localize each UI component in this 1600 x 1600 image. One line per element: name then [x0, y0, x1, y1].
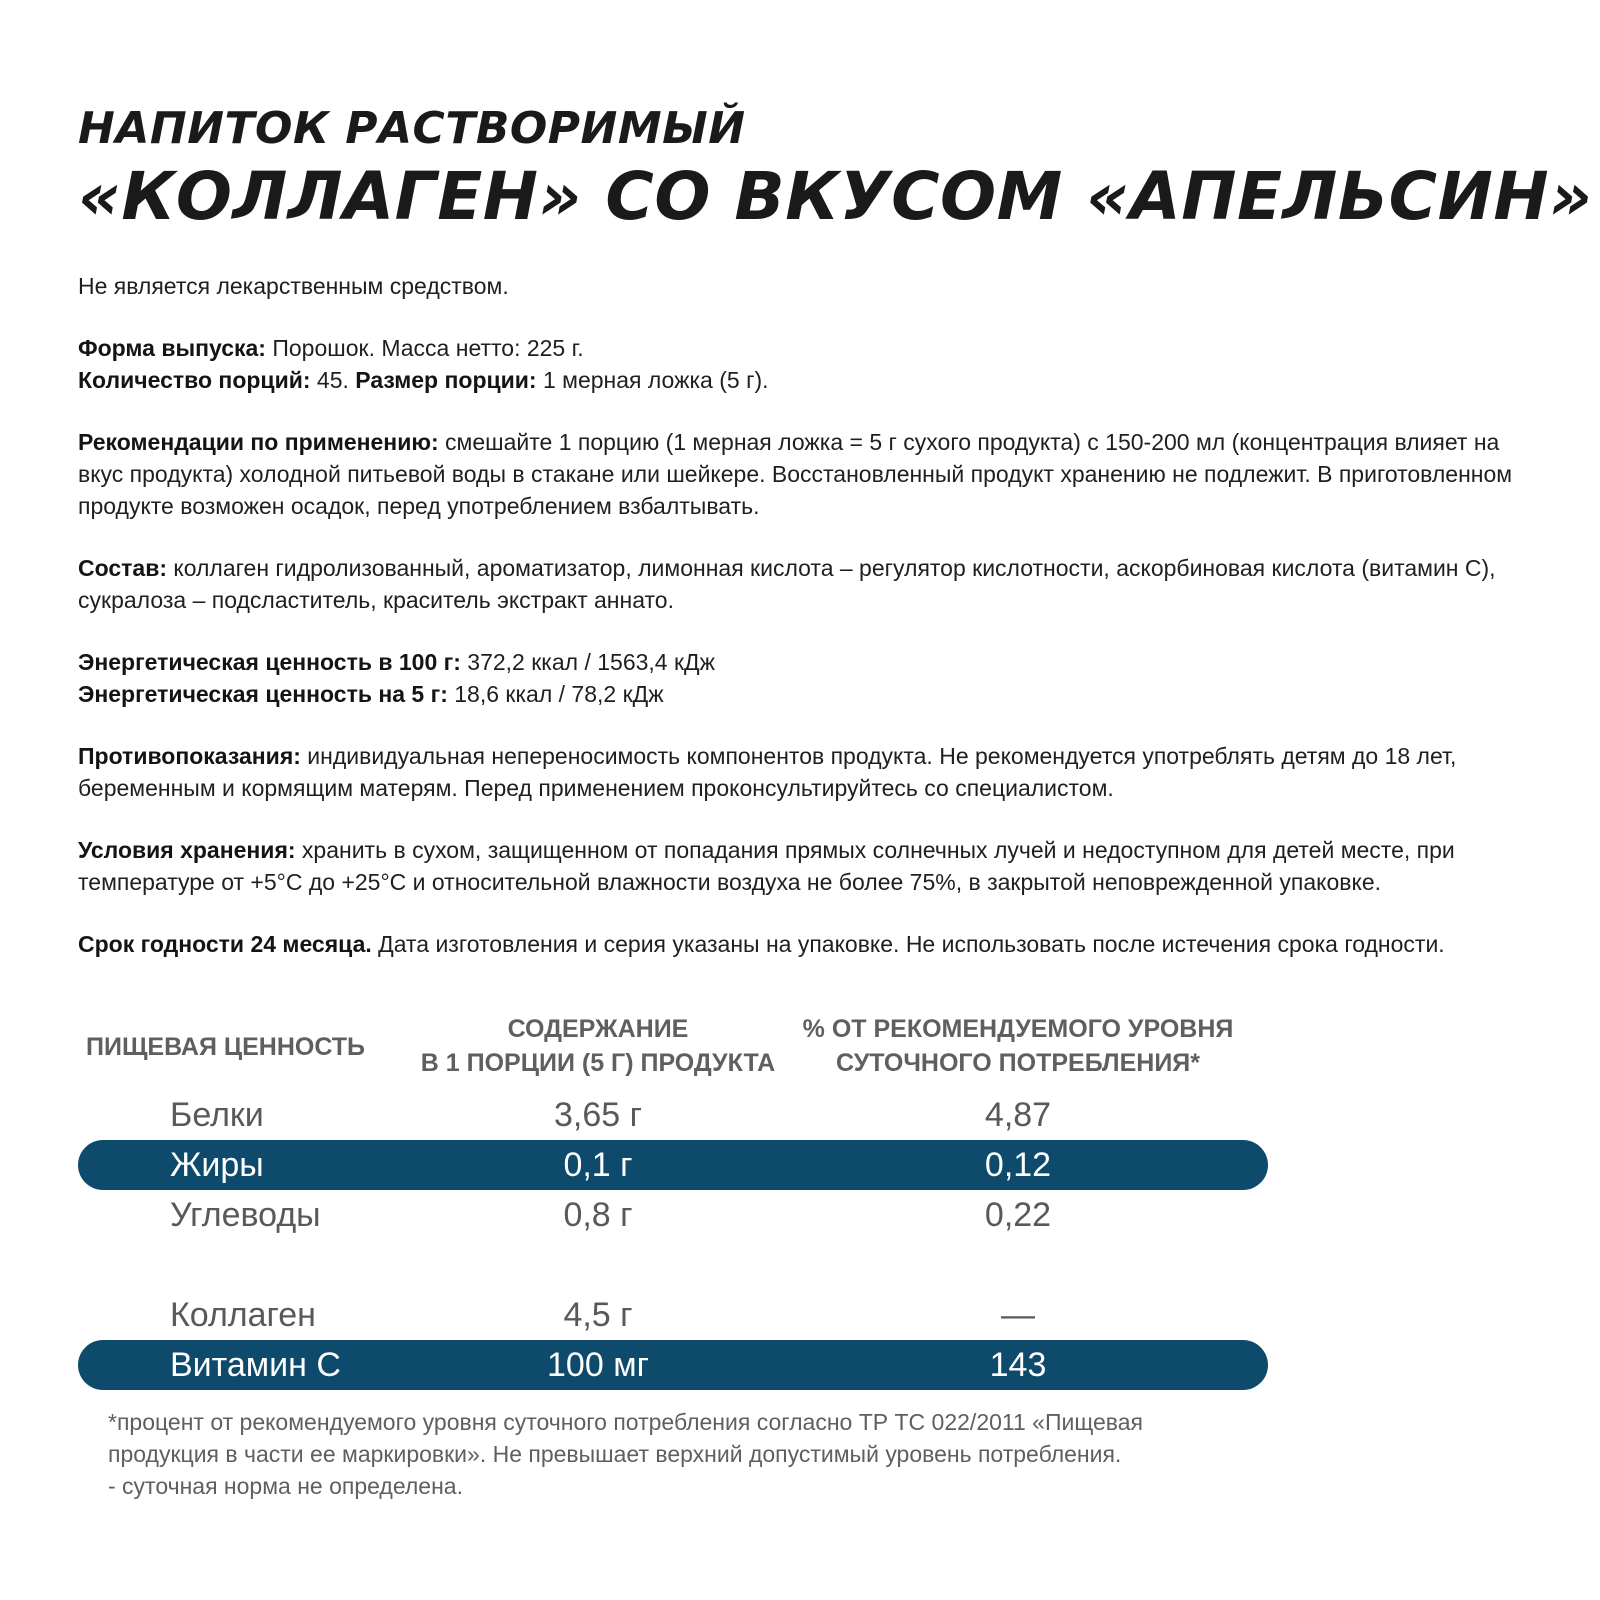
servings-count-label: Количество порций:: [78, 367, 311, 393]
composition-label: Состав:: [78, 555, 168, 581]
contraindications-section: [78, 740, 1548, 804]
form-and-servings: [78, 332, 1548, 396]
nutrient-amount: 0,1 г: [563, 1146, 633, 1184]
usage-section: [78, 426, 1548, 522]
nutrient-percent: 143: [989, 1346, 1047, 1384]
nutrient-name: Витамин С: [170, 1346, 341, 1384]
serving-size-text: 1 мерная ложка (5 г).: [536, 367, 769, 393]
nutrition-row-collagen: [78, 1290, 1268, 1340]
header-percent-line-1: % ОТ РЕКОМЕНДУЕМОГО УРОВНЯ: [802, 1015, 1234, 1043]
header-content-line-1: СОДЕРЖАНИЕ: [507, 1015, 689, 1043]
header-daily-percent: [798, 1012, 1238, 1080]
serving-size-label: Размер порции:: [355, 367, 537, 393]
title-line-1: НАПИТОК РАСТВОРИМЫЙ: [78, 103, 746, 154]
nutrition-row-carbs: [78, 1190, 1268, 1240]
nutrient-amount: 100 мг: [547, 1346, 649, 1384]
footnote-line-1: *процент от рекомендуемого уровня суточного потребления согласно ТР ТС 022/2011 «Пищевая: [108, 1409, 1143, 1435]
energy-5-text: 18,6 ккал / 78,2 кДж: [447, 681, 664, 707]
shelf-life-text: Дата изготовления и серия указаны на упаковке. Не использовать после истечения срока годности.: [371, 931, 1445, 957]
disclaimer: Не является лекарственным средством.: [78, 273, 509, 299]
header-nutrition-value: ПИЩЕВАЯ ЦЕННОСТЬ: [86, 1033, 366, 1061]
nutrient-name: Жиры: [170, 1146, 264, 1184]
usage-label: Рекомендации по применению:: [78, 429, 439, 455]
nutrient-name: Коллаген: [170, 1296, 316, 1334]
nutrition-row-protein: [78, 1090, 1268, 1140]
product-title: [78, 100, 1593, 236]
header-content-per-serving: [418, 1012, 778, 1080]
footnote-line-3: - суточная норма не определена.: [108, 1473, 463, 1499]
nutrient-name: Углеводы: [170, 1196, 321, 1234]
footnote: [108, 1406, 1308, 1502]
nutrition-row-vitamin-c: [78, 1340, 1268, 1390]
storage-label: Условия хранения:: [78, 837, 296, 863]
composition-text: коллаген гидролизованный, ароматизатор, лимонная кислота – регулятор кислотности, аскорбиновая кислота (витамин С), сукралоза – подсластитель, краситель экстракт аннато.: [78, 555, 1496, 613]
usage-text: смешайте 1 порцию (1 мерная ложка = 5 г сухого продукта) с 150-200 мл (концентрация влияет на вкус продукта) холодной питьевой воды в стакане или шейкере. Восстановленный продукт хранению не подлежит. В приготовленном продукте возможен осадок, перед употреблением взбалтывать.: [78, 429, 1513, 519]
footnote-line-2: продукция в части ее маркировки». Не превышает верхний допустимый уровень потребления.: [108, 1441, 1122, 1467]
energy-100-label: Энергетическая ценность в 100 г:: [78, 649, 461, 675]
header-percent-line-2: СУТОЧНОГО ПОТРЕБЛЕНИЯ*: [836, 1049, 1200, 1077]
nutrient-amount: 0,8 г: [563, 1196, 633, 1234]
product-description: [78, 270, 1548, 990]
title-line-2: «КОЛЛАГЕН» СО ВКУСОМ «АПЕЛЬСИН»: [78, 158, 1593, 235]
contraindications-text: индивидуальная непереносимость компонентов продукта. Не рекомендуется употреблять детям до 18 лет, беременным и кормящим матерям. Перед применением проконсультируйтесь со специалистом.: [78, 743, 1457, 801]
nutrient-percent: 0,22: [984, 1196, 1052, 1234]
contraindications-label: Противопоказания:: [78, 743, 301, 769]
servings-count-text: 45.: [310, 367, 356, 393]
storage-text: хранить в сухом, защищенном от попадания прямых солнечных лучей и недоступном для детей месте, при температуре от +5°С до +25°С и относительной влажности воздуха не более 75%, в закрытой неповрежденной упаковке.: [78, 837, 1455, 895]
nutrition-table-header: [78, 1012, 1268, 1092]
form-label: Форма выпуска:: [78, 335, 266, 361]
nutrient-amount: 4,5 г: [563, 1296, 633, 1334]
storage-section: [78, 834, 1548, 898]
form-text: Порошок. Масса нетто: 225 г.: [265, 335, 584, 361]
nutrient-name: Белки: [170, 1096, 264, 1134]
shelf-life-label: Срок годности 24 месяца.: [78, 931, 372, 957]
composition-section: [78, 552, 1548, 616]
nutrient-amount: 3,65 г: [553, 1096, 643, 1134]
energy-5-label: Энергетическая ценность на 5 г:: [78, 681, 448, 707]
nutrient-percent: 4,87: [984, 1096, 1052, 1134]
nutrient-percent: 0,12: [984, 1146, 1052, 1184]
energy-section: [78, 646, 1548, 710]
energy-100-text: 372,2 ккал / 1563,4 кДж: [460, 649, 716, 675]
header-content-line-2: В 1 ПОРЦИИ (5 Г) ПРОДУКТА: [420, 1049, 776, 1077]
nutrition-row-fat: [78, 1140, 1268, 1190]
shelf-life-section: [78, 928, 1548, 960]
nutrient-percent: —: [1001, 1296, 1035, 1334]
